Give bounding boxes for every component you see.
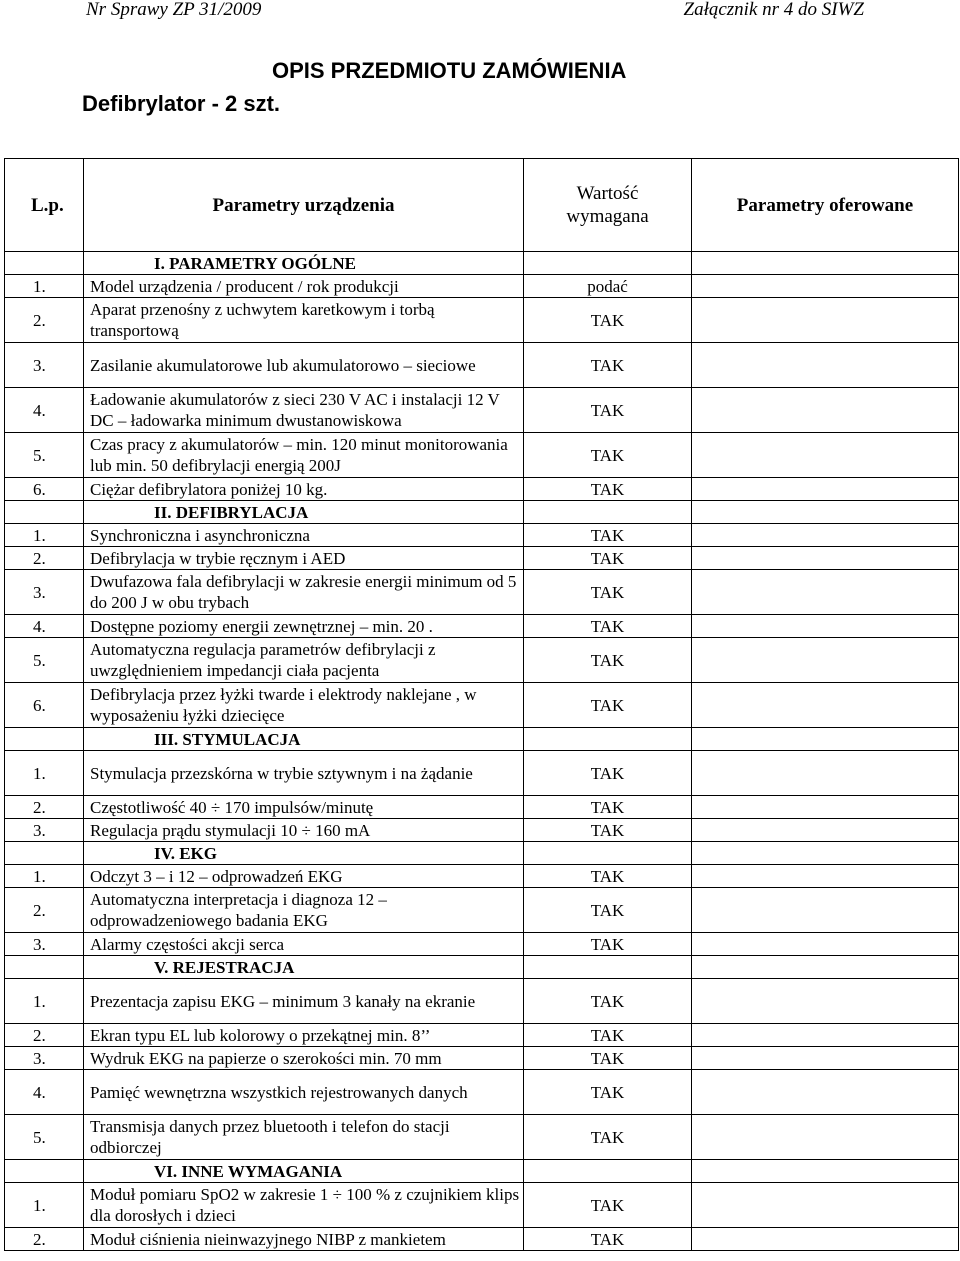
row-number: 1. [5, 1183, 84, 1228]
table-row [5, 888, 959, 933]
row-number: 1. [5, 275, 84, 298]
section-lp-cell [5, 501, 84, 524]
row-offered-cell[interactable] [692, 1024, 959, 1047]
row-required-value: TAK [524, 1183, 692, 1228]
row-parameter: Wydruk EKG na papierze o szerokości min. 70 mm [84, 1047, 524, 1070]
row-parameter: Ciężar defibrylatora poniżej 10 kg. [84, 478, 524, 501]
row-number: 2. [5, 1228, 84, 1251]
row-required-value: TAK [524, 1115, 692, 1160]
section-lp-cell [5, 1160, 84, 1183]
table-row [5, 524, 959, 547]
section-value-cell [524, 252, 692, 275]
table-row [5, 979, 959, 1024]
row-number: 5. [5, 1115, 84, 1160]
row-parameter: Defibrylacja przez łyżki twarde i elektrody naklejane , w wyposażeniu łyżki dziecięce [84, 683, 524, 728]
row-required-value: TAK [524, 888, 692, 933]
row-number: 1. [5, 865, 84, 888]
section-offered-cell [692, 842, 959, 865]
table-row [5, 933, 959, 956]
row-offered-cell[interactable] [692, 683, 959, 728]
row-required-value: TAK [524, 796, 692, 819]
case-number: Nr Sprawy ZP 31/2009 [86, 0, 262, 20]
row-required-value: TAK [524, 751, 692, 796]
row-offered-cell[interactable] [692, 751, 959, 796]
row-number: 1. [5, 524, 84, 547]
section-value-cell [524, 728, 692, 751]
section-row [5, 1160, 959, 1183]
row-offered-cell[interactable] [692, 819, 959, 842]
row-offered-cell[interactable] [692, 524, 959, 547]
row-number: 6. [5, 478, 84, 501]
row-required-value: TAK [524, 1047, 692, 1070]
row-parameter: Zasilanie akumulatorowe lub akumulatorowo – sieciowe [84, 343, 524, 388]
col-header-value-line1: Wartość [576, 183, 639, 204]
row-required-value: TAK [524, 1070, 692, 1115]
section-title: V. REJESTRACJA [84, 956, 524, 979]
section-row [5, 252, 959, 275]
table-row [5, 275, 959, 298]
row-parameter: Odczyt 3 – i 12 – odprowadzeń EKG [84, 865, 524, 888]
row-number: 4. [5, 388, 84, 433]
row-parameter: Dostępne poziomy energii zewnętrznej – min. 20 . [84, 615, 524, 638]
row-required-value: TAK [524, 1228, 692, 1251]
col-header-params: Parametry urządzenia [84, 159, 524, 252]
row-parameter: Alarmy częstości akcji serca [84, 933, 524, 956]
row-parameter: Czas pracy z akumulatorów – min. 120 minut monitorowania lub min. 50 defibrylacji energią 200J [84, 433, 524, 478]
row-required-value: TAK [524, 933, 692, 956]
row-offered-cell[interactable] [692, 1228, 959, 1251]
row-required-value: TAK [524, 570, 692, 615]
section-title: VI. INNE WYMAGANIA [84, 1160, 524, 1183]
row-number: 1. [5, 751, 84, 796]
row-offered-cell[interactable] [692, 547, 959, 570]
row-required-value: TAK [524, 683, 692, 728]
row-offered-cell[interactable] [692, 979, 959, 1024]
table-row [5, 1047, 959, 1070]
table-header-row [5, 159, 959, 252]
table-row [5, 1228, 959, 1251]
row-offered-cell[interactable] [692, 638, 959, 683]
document-subtitle: Defibrylator - 2 szt. [82, 91, 281, 116]
table-row [5, 570, 959, 615]
row-number: 2. [5, 888, 84, 933]
row-number: 5. [5, 638, 84, 683]
row-parameter: Częstotliwość 40 ÷ 170 impulsów/minutę [84, 796, 524, 819]
row-parameter: Prezentacja zapisu EKG – minimum 3 kanały na ekranie [84, 979, 524, 1024]
row-number: 4. [5, 615, 84, 638]
row-parameter: Pamięć wewnętrzna wszystkich rejestrowanych danych [84, 1070, 524, 1115]
section-row [5, 956, 959, 979]
section-value-cell [524, 842, 692, 865]
row-offered-cell[interactable] [692, 1070, 959, 1115]
table-row [5, 343, 959, 388]
attachment-label: Załącznik nr 4 do SIWZ [683, 0, 864, 20]
table-row [5, 796, 959, 819]
row-required-value: TAK [524, 478, 692, 501]
row-number: 1. [5, 979, 84, 1024]
row-offered-cell[interactable] [692, 388, 959, 433]
row-number: 3. [5, 819, 84, 842]
row-number: 3. [5, 570, 84, 615]
section-title: II. DEFIBRYLACJA [84, 501, 524, 524]
row-offered-cell[interactable] [692, 298, 959, 343]
row-number: 2. [5, 547, 84, 570]
row-required-value: TAK [524, 615, 692, 638]
row-offered-cell[interactable] [692, 478, 959, 501]
row-parameter: Automatyczna interpretacja i diagnoza 12 – odprowadzeniowego badania EKG [84, 888, 524, 933]
section-offered-cell [692, 1160, 959, 1183]
row-required-value: TAK [524, 819, 692, 842]
row-parameter: Moduł ciśnienia nieinwazyjnego NIBP z mankietem [84, 1228, 524, 1251]
row-number: 5. [5, 433, 84, 478]
row-required-value: podać [524, 275, 692, 298]
requirements-table [4, 158, 959, 1251]
row-offered-cell[interactable] [692, 570, 959, 615]
section-offered-cell [692, 252, 959, 275]
row-number: 3. [5, 343, 84, 388]
col-header-lp: L.p. [5, 159, 84, 252]
table-row [5, 547, 959, 570]
col-header-offered: Parametry oferowane [692, 159, 959, 252]
section-lp-cell [5, 252, 84, 275]
section-lp-cell [5, 842, 84, 865]
section-lp-cell [5, 956, 84, 979]
row-number: 2. [5, 1024, 84, 1047]
section-lp-cell [5, 728, 84, 751]
table-row [5, 683, 959, 728]
row-number: 6. [5, 683, 84, 728]
section-offered-cell [692, 728, 959, 751]
row-parameter: Ładowanie akumulatorów z sieci 230 V AC i instalacji 12 V DC – ładowarka minimum dwustanowiskowa [84, 388, 524, 433]
row-required-value: TAK [524, 638, 692, 683]
row-offered-cell[interactable] [692, 865, 959, 888]
section-title: I. PARAMETRY OGÓLNE [84, 252, 524, 275]
row-offered-cell[interactable] [692, 343, 959, 388]
table-row [5, 1070, 959, 1115]
row-number: 3. [5, 933, 84, 956]
row-required-value: TAK [524, 1024, 692, 1047]
row-required-value: TAK [524, 979, 692, 1024]
table-row [5, 478, 959, 501]
row-offered-cell[interactable] [692, 1183, 959, 1228]
section-row [5, 842, 959, 865]
row-offered-cell[interactable] [692, 888, 959, 933]
row-offered-cell[interactable] [692, 796, 959, 819]
table-row [5, 388, 959, 433]
table-row [5, 638, 959, 683]
row-number: 2. [5, 796, 84, 819]
row-number: 2. [5, 298, 84, 343]
row-offered-cell[interactable] [692, 275, 959, 298]
table-body [5, 252, 959, 1251]
row-required-value: TAK [524, 433, 692, 478]
row-number: 4. [5, 1070, 84, 1115]
section-offered-cell [692, 501, 959, 524]
section-value-cell [524, 501, 692, 524]
table-row [5, 865, 959, 888]
row-offered-cell[interactable] [692, 615, 959, 638]
row-parameter: Automatyczna regulacja parametrów defibrylacji z uwzględnieniem impedancji ciała pacjenta [84, 638, 524, 683]
section-title: III. STYMULACJA [84, 728, 524, 751]
table-row [5, 751, 959, 796]
table-row [5, 1183, 959, 1228]
row-required-value: TAK [524, 865, 692, 888]
row-parameter: Stymulacja przezskórna w trybie sztywnym i na żądanie [84, 751, 524, 796]
table-row [5, 433, 959, 478]
document-title: OPIS PRZEDMIOTU ZAMÓWIENIA [272, 58, 627, 83]
row-parameter: Dwufazowa fala defibrylacji w zakresie energii minimum od 5 do 200 J w obu trybach [84, 570, 524, 615]
row-parameter: Aparat przenośny z uchwytem karetkowym i torbą transportową [84, 298, 524, 343]
section-row [5, 501, 959, 524]
table-row [5, 1024, 959, 1047]
row-required-value: TAK [524, 343, 692, 388]
row-offered-cell[interactable] [692, 933, 959, 956]
row-offered-cell[interactable] [692, 1047, 959, 1070]
row-number: 3. [5, 1047, 84, 1070]
section-title: IV. EKG [84, 842, 524, 865]
row-required-value: TAK [524, 388, 692, 433]
row-parameter: Transmisja danych przez bluetooth i telefon do stacji odbiorczej [84, 1115, 524, 1160]
row-parameter: Model urządzenia / producent / rok produkcji [84, 275, 524, 298]
row-parameter: Ekran typu EL lub kolorowy o przekątnej min. 8’’ [84, 1024, 524, 1047]
col-header-value [524, 159, 692, 252]
col-header-value-line2: wymagana [566, 206, 649, 227]
row-required-value: TAK [524, 524, 692, 547]
table-row [5, 615, 959, 638]
row-parameter: Moduł pomiaru SpO2 w zakresie 1 ÷ 100 % z czujnikiem klips dla dorosłych i dzieci [84, 1183, 524, 1228]
row-parameter: Synchroniczna i asynchroniczna [84, 524, 524, 547]
row-required-value: TAK [524, 298, 692, 343]
table-row [5, 1115, 959, 1160]
table-row [5, 298, 959, 343]
row-offered-cell[interactable] [692, 433, 959, 478]
table-row [5, 819, 959, 842]
row-parameter: Defibrylacja w trybie ręcznym i AED [84, 547, 524, 570]
row-parameter: Regulacja prądu stymulacji 10 ÷ 160 mA [84, 819, 524, 842]
section-row [5, 728, 959, 751]
section-value-cell [524, 1160, 692, 1183]
row-required-value: TAK [524, 547, 692, 570]
section-value-cell [524, 956, 692, 979]
row-offered-cell[interactable] [692, 1115, 959, 1160]
section-offered-cell [692, 956, 959, 979]
